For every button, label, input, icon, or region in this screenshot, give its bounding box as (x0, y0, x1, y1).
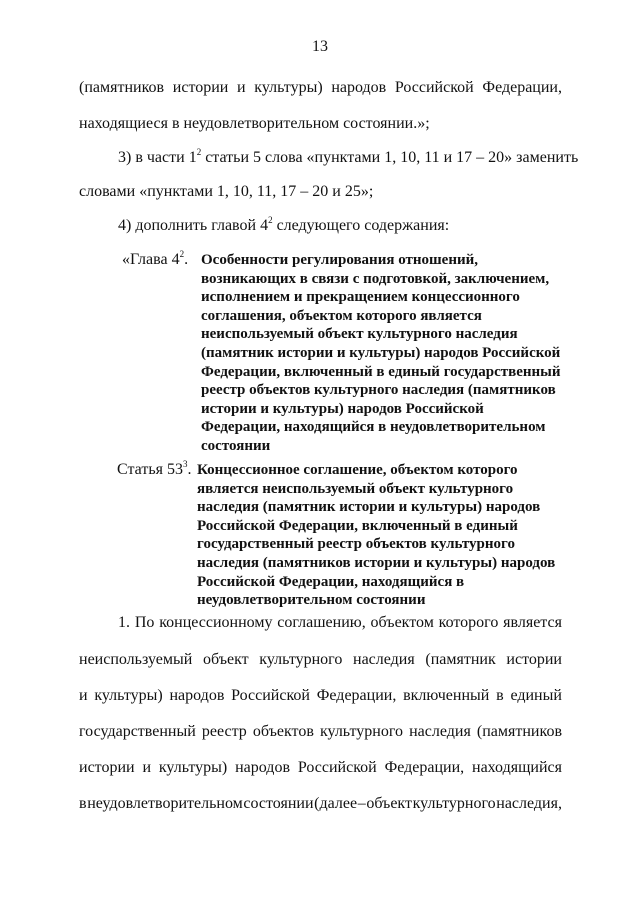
chapter-title-line: Федерации, включенный в единый государственный (201, 363, 561, 380)
chapter-label (122, 250, 188, 270)
word: Федерации, (384, 759, 465, 776)
paragraph-1-line-5 (79, 758, 562, 778)
word: наследия, (496, 795, 562, 812)
article-label-text: Статья 53 (117, 461, 183, 478)
word: в (496, 687, 504, 704)
word: (далее (314, 795, 358, 812)
word: и (237, 79, 246, 96)
word: объектов (252, 723, 314, 740)
word: реестр (201, 723, 247, 740)
item-4-line (118, 216, 562, 236)
chapter-title-line: возникающих в связи с подготовкой, заключением, (201, 270, 550, 287)
article-title-line: наследия (памятник истории и культуры) народов (197, 499, 541, 516)
chapter-title (201, 251, 561, 456)
item-4-text-cont: следующего содержания: (272, 217, 450, 234)
word: – (357, 795, 366, 812)
word: соглашению, (277, 614, 366, 631)
word: государственный (79, 723, 196, 740)
page-number: 13 (312, 38, 328, 55)
word: культурного (319, 723, 403, 740)
article-title-line: Российской Федерации, находящийся в (197, 573, 465, 590)
paragraph-1-line-4 (79, 722, 562, 742)
item-4-text: 4) дополнить главой 4 (118, 217, 269, 234)
chapter-label-superscript: 2 (179, 249, 185, 259)
article-label-dot: . (187, 461, 192, 478)
item-3-line-1 (118, 147, 579, 168)
chapter-title-line: истории и культуры) народов Российской (201, 400, 484, 417)
chapter-title-line: исполнением и прекращением концессионного (201, 289, 520, 306)
article-title-line: государственный реестр объектов культурного (197, 536, 515, 553)
article-label (117, 460, 191, 480)
word: народов (331, 79, 387, 96)
item-3-text-cont: статьи 5 слова «пунктами 1, 10, 11 и 17 – 20» заменить (201, 149, 579, 166)
word: наследия (409, 723, 471, 740)
chapter-title-line: реестр объектов культурного наследия (памятников (201, 382, 556, 399)
chapter-title-line: Особенности регулирования отношений, (201, 252, 479, 268)
chapter-label-dot: . (184, 251, 189, 268)
chapter-title-line: (памятник истории и культуры) народов Российской (201, 344, 561, 361)
word: истории (506, 651, 562, 668)
word: 1. (118, 614, 130, 631)
article-title (197, 461, 555, 610)
word: в (79, 795, 87, 812)
item-3-text: 3) в части 1 (118, 149, 197, 166)
word: По (134, 614, 155, 631)
article-title-line: является неиспользуемый объект культурного (197, 480, 514, 497)
paragraph-1-line-2 (79, 650, 562, 670)
article-label-superscript: 3 (182, 459, 188, 469)
word: Российской (231, 687, 310, 704)
word: концессионному (159, 614, 273, 631)
word: и (79, 687, 88, 704)
intro-line-2: находящиеся в неудовлетворительном состоянии.»; (79, 115, 430, 132)
word: единый (510, 687, 562, 704)
word: (памятников (79, 79, 165, 96)
paragraph-1-line-3 (79, 686, 562, 706)
article-title-line: Концессионное соглашение, объектом которого (197, 462, 518, 478)
word: культурного (412, 795, 496, 812)
word: культуры) (158, 759, 228, 776)
word: и (142, 759, 151, 776)
word: народов (235, 759, 290, 776)
chapter-title-line: неиспользуемый объект культурного наследия (201, 326, 518, 343)
chapter-title-line: состоянии (201, 437, 271, 454)
word: культурного (259, 651, 343, 668)
paragraph-1-line-1 (118, 613, 562, 633)
item-3-superscript: 2 (196, 147, 202, 157)
word: которого (438, 614, 499, 631)
word: неиспользуемый (79, 651, 193, 668)
word: объект (366, 795, 412, 812)
word: состоянии (243, 795, 314, 812)
paragraph-1-line-6 (79, 794, 562, 814)
word: истории (79, 759, 135, 776)
word: культуры) (254, 79, 323, 96)
word: неудовлетворительном (87, 795, 243, 812)
chapter-title-line: соглашения, объектом которого является (201, 307, 482, 324)
word: Российской (394, 79, 474, 96)
article-title-line: неудовлетворительном состоянии (197, 592, 426, 609)
chapter-label-text: «Глава 4 (122, 251, 180, 268)
article-title-line: наследия (памятников истории и культуры) народов (197, 554, 556, 571)
word: истории (172, 79, 229, 96)
word: объект (202, 651, 249, 668)
word: народов (169, 687, 225, 704)
chapter-title-line: Федерации, находящийся в неудовлетворительном (201, 419, 546, 436)
word: является (503, 614, 562, 631)
item-4-superscript: 2 (268, 215, 273, 225)
article-title-line: Российской Федерации, включенный в единый (197, 517, 518, 534)
word: находящийся (472, 759, 562, 776)
intro-line-1 (79, 78, 562, 98)
word: (памятник (425, 651, 496, 668)
word: (памятников (476, 723, 562, 740)
word: объектом (370, 614, 434, 631)
word: Федерации, (316, 687, 397, 704)
word: наследия (353, 651, 415, 668)
word: Федерации, (482, 79, 562, 96)
word: включенный (403, 687, 490, 704)
word: Российской (297, 759, 377, 776)
word: культуры) (94, 687, 163, 704)
item-3-line-2: словами «пунктами 1, 10, 11, 17 – 20 и 25»; (79, 183, 374, 200)
